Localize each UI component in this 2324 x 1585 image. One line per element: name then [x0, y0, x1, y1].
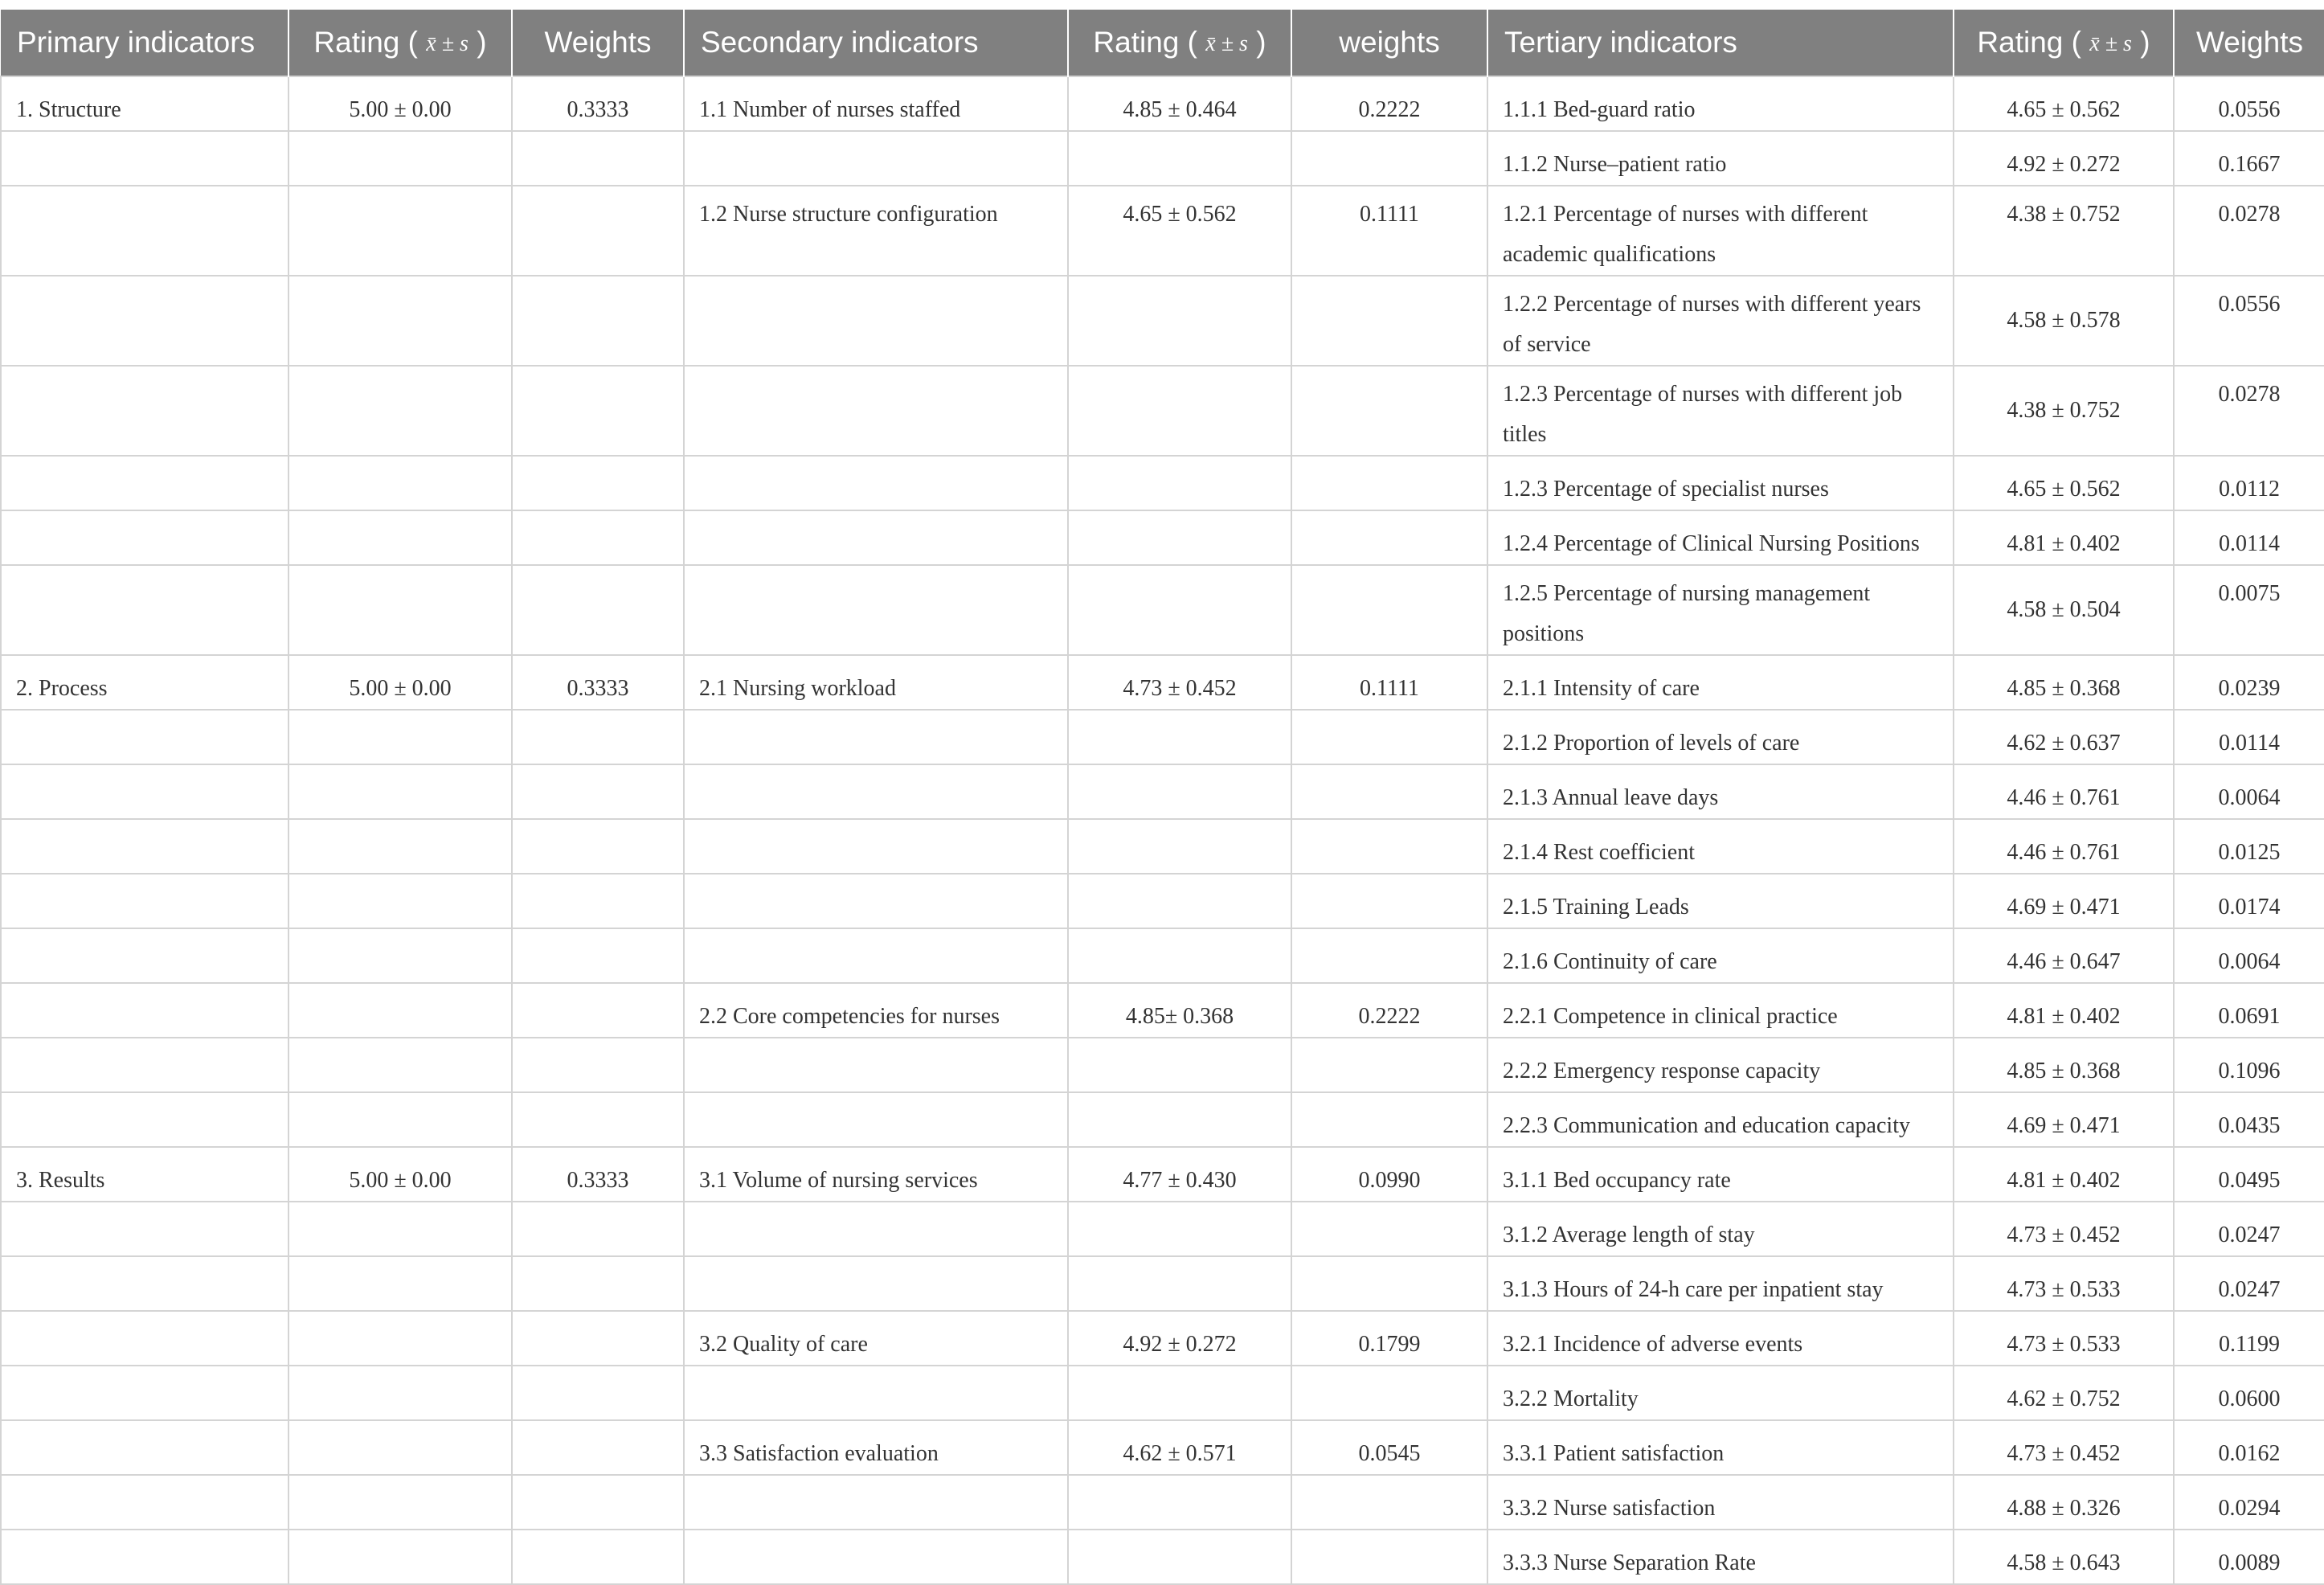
primary-rating [288, 510, 512, 565]
secondary-weight [1291, 131, 1487, 186]
secondary-rating [1068, 710, 1291, 764]
header-label: Secondary indicators [701, 26, 979, 59]
table-row [1, 565, 2324, 655]
tertiary-indicator: 2.1.6 Continuity of care [1487, 928, 1954, 983]
primary-weight [512, 1092, 684, 1147]
header-weights [1291, 10, 1487, 76]
tertiary-rating: 4.81 ± 0.402 [1954, 983, 2174, 1038]
secondary-weight [1291, 819, 1487, 874]
primary-weight [512, 819, 684, 874]
primary-indicator [1, 1092, 288, 1147]
table-row [1, 874, 2324, 928]
tertiary-indicator: 1.2.3 Percentage of specialist nurses [1487, 456, 1954, 510]
tertiary-weight: 0.0239 [2174, 655, 2324, 710]
tertiary-rating: 4.73 ± 0.533 [1954, 1311, 2174, 1366]
primary-weight [512, 131, 684, 186]
secondary-indicator [684, 710, 1068, 764]
table-row [1, 1038, 2324, 1092]
primary-rating [288, 186, 512, 276]
header-label: Rating [1977, 26, 2064, 59]
secondary-rating [1068, 764, 1291, 819]
secondary-rating [1068, 456, 1291, 510]
tertiary-indicator: 3.3.1 Patient satisfaction [1487, 1420, 1954, 1475]
tertiary-rating: 4.92 ± 0.272 [1954, 131, 2174, 186]
secondary-weight [1291, 710, 1487, 764]
tertiary-rating: 4.85 ± 0.368 [1954, 1038, 2174, 1092]
secondary-rating [1068, 131, 1291, 186]
tertiary-rating: 4.69 ± 0.471 [1954, 874, 2174, 928]
secondary-rating: 4.77 ± 0.430 [1068, 1147, 1291, 1202]
secondary-rating [1068, 1038, 1291, 1092]
secondary-weight [1291, 276, 1487, 366]
tertiary-rating: 4.58 ± 0.643 [1954, 1530, 2174, 1584]
primary-weight [512, 1311, 684, 1366]
header-label: Weights [2196, 26, 2303, 59]
tertiary-weight: 0.0600 [2174, 1366, 2324, 1420]
tertiary-weight: 0.0435 [2174, 1092, 2324, 1147]
primary-indicator: 1. Structure [1, 76, 288, 131]
header-secondary-indicators [684, 10, 1068, 76]
primary-weight [512, 1420, 684, 1475]
primary-weight: 0.3333 [512, 1147, 684, 1202]
tertiary-rating: 4.46 ± 0.761 [1954, 819, 2174, 874]
header-label: Tertiary indicators [1504, 26, 1737, 59]
primary-rating [288, 131, 512, 186]
tertiary-rating: 4.81 ± 0.402 [1954, 1147, 2174, 1202]
primary-rating [288, 1256, 512, 1311]
primary-rating [288, 764, 512, 819]
secondary-rating [1068, 819, 1291, 874]
secondary-indicator [684, 1475, 1068, 1530]
table-row [1, 655, 2324, 710]
header-label: Weights [544, 26, 652, 59]
primary-weight: 0.3333 [512, 76, 684, 131]
header-weights [512, 10, 684, 76]
tertiary-indicator: 2.1.2 Proportion of levels of care [1487, 710, 1954, 764]
primary-indicator [1, 1420, 288, 1475]
tertiary-indicator: 1.2.4 Percentage of Clinical Nursing Positions [1487, 510, 1954, 565]
secondary-weight: 0.2222 [1291, 76, 1487, 131]
secondary-weight [1291, 456, 1487, 510]
table-row [1, 710, 2324, 764]
secondary-rating [1068, 1202, 1291, 1256]
primary-indicator [1, 874, 288, 928]
secondary-indicator: 3.1 Volume of nursing services [684, 1147, 1068, 1202]
secondary-indicator [684, 874, 1068, 928]
primary-indicator [1, 1475, 288, 1530]
tertiary-rating: 4.88 ± 0.326 [1954, 1475, 2174, 1530]
secondary-indicator: 2.1 Nursing workload [684, 655, 1068, 710]
tertiary-rating: 4.58 ± 0.578 [1954, 276, 2174, 366]
secondary-indicator [684, 928, 1068, 983]
primary-weight [512, 366, 684, 456]
primary-rating [288, 456, 512, 510]
primary-indicator [1, 510, 288, 565]
primary-rating [288, 276, 512, 366]
primary-indicator: 3. Results [1, 1147, 288, 1202]
tertiary-weight: 0.0556 [2174, 76, 2324, 131]
tertiary-weight: 0.0064 [2174, 764, 2324, 819]
primary-rating [288, 710, 512, 764]
header-rating: Rating ( x̄ ± s ) [1068, 10, 1291, 76]
secondary-indicator [684, 1202, 1068, 1256]
secondary-weight [1291, 1092, 1487, 1147]
primary-weight [512, 1530, 684, 1584]
table-row [1, 186, 2324, 276]
tertiary-indicator: 3.1.3 Hours of 24-h care per inpatient stay [1487, 1256, 1954, 1311]
header-stat-notation: x̄ ± s [426, 31, 468, 56]
secondary-weight: 0.2222 [1291, 983, 1487, 1038]
secondary-weight [1291, 928, 1487, 983]
tertiary-indicator: 3.3.2 Nurse satisfaction [1487, 1475, 1954, 1530]
primary-indicator [1, 1530, 288, 1584]
table-row [1, 983, 2324, 1038]
tertiary-weight: 0.1096 [2174, 1038, 2324, 1092]
table-row [1, 1092, 2324, 1147]
tertiary-rating: 4.62 ± 0.637 [1954, 710, 2174, 764]
table-row [1, 1311, 2324, 1366]
tertiary-indicator: 1.2.5 Percentage of nursing management positions [1487, 565, 1954, 655]
tertiary-weight: 0.0691 [2174, 983, 2324, 1038]
primary-rating [288, 983, 512, 1038]
tertiary-rating: 4.81 ± 0.402 [1954, 510, 2174, 565]
secondary-indicator: 1.2 Nurse structure configuration [684, 186, 1068, 276]
indicator-weights-table [0, 10, 2324, 1585]
secondary-rating [1068, 1530, 1291, 1584]
secondary-weight: 0.1111 [1291, 186, 1487, 276]
secondary-rating [1068, 366, 1291, 456]
primary-indicator [1, 1256, 288, 1311]
primary-indicator [1, 764, 288, 819]
primary-weight [512, 1366, 684, 1420]
primary-indicator [1, 1202, 288, 1256]
primary-rating [288, 1475, 512, 1530]
secondary-rating: 4.62 ± 0.571 [1068, 1420, 1291, 1475]
table-row [1, 819, 2324, 874]
table-row [1, 1256, 2324, 1311]
primary-rating [288, 928, 512, 983]
secondary-indicator [684, 366, 1068, 456]
primary-weight [512, 983, 684, 1038]
tertiary-rating: 4.65 ± 0.562 [1954, 76, 2174, 131]
secondary-rating: 4.65 ± 0.562 [1068, 186, 1291, 276]
tertiary-indicator: 2.2.3 Communication and education capacity [1487, 1092, 1954, 1147]
primary-rating: 5.00 ± 0.00 [288, 76, 512, 131]
secondary-indicator [684, 456, 1068, 510]
secondary-rating [1068, 1092, 1291, 1147]
secondary-indicator [684, 1038, 1068, 1092]
secondary-rating [1068, 276, 1291, 366]
secondary-rating: 4.92 ± 0.272 [1068, 1311, 1291, 1366]
header-label: Rating [1093, 26, 1180, 59]
secondary-indicator [684, 1366, 1068, 1420]
secondary-weight: 0.0990 [1291, 1147, 1487, 1202]
secondary-rating [1068, 510, 1291, 565]
header-tertiary-indicators [1487, 10, 1954, 76]
tertiary-weight: 0.0114 [2174, 710, 2324, 764]
tertiary-rating: 4.38 ± 0.752 [1954, 186, 2174, 276]
secondary-weight [1291, 874, 1487, 928]
primary-weight [512, 710, 684, 764]
primary-weight [512, 510, 684, 565]
secondary-rating [1068, 928, 1291, 983]
primary-rating [288, 366, 512, 456]
tertiary-weight: 0.0247 [2174, 1256, 2324, 1311]
primary-indicator [1, 276, 288, 366]
secondary-indicator [684, 276, 1068, 366]
tertiary-weight: 0.0162 [2174, 1420, 2324, 1475]
tertiary-indicator: 3.3.3 Nurse Separation Rate [1487, 1530, 1954, 1584]
secondary-weight [1291, 1530, 1487, 1584]
tertiary-indicator: 1.1.1 Bed-guard ratio [1487, 76, 1954, 131]
header-rating: Rating ( x̄ ± s ) [288, 10, 512, 76]
primary-rating [288, 1202, 512, 1256]
secondary-rating [1068, 1475, 1291, 1530]
secondary-indicator [684, 510, 1068, 565]
tertiary-indicator: 2.2.2 Emergency response capacity [1487, 1038, 1954, 1092]
primary-rating [288, 1311, 512, 1366]
tertiary-weight: 0.0556 [2174, 276, 2324, 366]
secondary-rating [1068, 1366, 1291, 1420]
tertiary-indicator: 1.2.2 Percentage of nurses with different years of service [1487, 276, 1954, 366]
table-row [1, 76, 2324, 131]
secondary-indicator [684, 764, 1068, 819]
primary-indicator [1, 565, 288, 655]
tertiary-indicator: 2.2.1 Competence in clinical practice [1487, 983, 1954, 1038]
table-header [1, 10, 2324, 76]
tertiary-indicator: 3.2.1 Incidence of adverse events [1487, 1311, 1954, 1366]
secondary-rating: 4.73 ± 0.452 [1068, 655, 1291, 710]
primary-rating [288, 1366, 512, 1420]
secondary-weight [1291, 1038, 1487, 1092]
primary-indicator [1, 366, 288, 456]
secondary-weight [1291, 366, 1487, 456]
tertiary-weight: 0.0114 [2174, 510, 2324, 565]
primary-rating: 5.00 ± 0.00 [288, 655, 512, 710]
table-row [1, 1475, 2324, 1530]
primary-rating [288, 1092, 512, 1147]
tertiary-indicator: 2.1.4 Rest coefficient [1487, 819, 1954, 874]
table-row [1, 1202, 2324, 1256]
primary-weight [512, 186, 684, 276]
tertiary-indicator: 3.1.1 Bed occupancy rate [1487, 1147, 1954, 1202]
tertiary-weight: 0.0495 [2174, 1147, 2324, 1202]
table-row [1, 928, 2324, 983]
primary-weight [512, 1202, 684, 1256]
secondary-indicator [684, 1530, 1068, 1584]
secondary-indicator: 2.2 Core competencies for nurses [684, 983, 1068, 1038]
primary-weight [512, 1256, 684, 1311]
tertiary-rating: 4.73 ± 0.452 [1954, 1202, 2174, 1256]
primary-rating [288, 1530, 512, 1584]
secondary-weight [1291, 1475, 1487, 1530]
primary-indicator [1, 1038, 288, 1092]
secondary-indicator [684, 1092, 1068, 1147]
table-row [1, 764, 2324, 819]
primary-indicator [1, 983, 288, 1038]
tertiary-rating: 4.46 ± 0.761 [1954, 764, 2174, 819]
secondary-indicator [684, 131, 1068, 186]
header-label: Rating [313, 26, 400, 59]
secondary-indicator: 3.2 Quality of care [684, 1311, 1068, 1366]
primary-indicator: 2. Process [1, 655, 288, 710]
tertiary-weight: 0.0112 [2174, 456, 2324, 510]
primary-weight [512, 276, 684, 366]
tertiary-weight: 0.0174 [2174, 874, 2324, 928]
tertiary-weight: 0.0075 [2174, 565, 2324, 655]
secondary-indicator [684, 565, 1068, 655]
tertiary-rating: 4.73 ± 0.452 [1954, 1420, 2174, 1475]
secondary-weight: 0.1111 [1291, 655, 1487, 710]
secondary-weight [1291, 1202, 1487, 1256]
table-row [1, 1147, 2324, 1202]
tertiary-rating: 4.46 ± 0.647 [1954, 928, 2174, 983]
secondary-rating: 4.85± 0.368 [1068, 983, 1291, 1038]
secondary-indicator: 1.1 Number of nurses staffed [684, 76, 1068, 131]
tertiary-indicator: 2.1.5 Training Leads [1487, 874, 1954, 928]
primary-rating [288, 1038, 512, 1092]
primary-rating [288, 874, 512, 928]
secondary-indicator: 3.3 Satisfaction evaluation [684, 1420, 1068, 1475]
secondary-weight [1291, 764, 1487, 819]
tertiary-indicator: 1.1.2 Nurse–patient ratio [1487, 131, 1954, 186]
secondary-indicator [684, 819, 1068, 874]
tertiary-rating: 4.69 ± 0.471 [1954, 1092, 2174, 1147]
primary-weight [512, 928, 684, 983]
table-row [1, 131, 2324, 186]
header-rating: Rating ( x̄ ± s ) [1954, 10, 2174, 76]
table-row [1, 1366, 2324, 1420]
primary-indicator [1, 186, 288, 276]
tertiary-rating: 4.85 ± 0.368 [1954, 655, 2174, 710]
primary-weight [512, 874, 684, 928]
primary-weight [512, 456, 684, 510]
header-row [1, 10, 2324, 76]
primary-rating [288, 1420, 512, 1475]
primary-indicator [1, 710, 288, 764]
secondary-weight [1291, 1256, 1487, 1311]
primary-weight [512, 1475, 684, 1530]
table-row [1, 456, 2324, 510]
tertiary-weight: 0.0089 [2174, 1530, 2324, 1584]
tertiary-rating: 4.65 ± 0.562 [1954, 456, 2174, 510]
primary-weight [512, 1038, 684, 1092]
tertiary-indicator: 2.1.1 Intensity of care [1487, 655, 1954, 710]
secondary-rating [1068, 874, 1291, 928]
primary-rating [288, 819, 512, 874]
secondary-weight [1291, 565, 1487, 655]
primary-indicator [1, 819, 288, 874]
tertiary-rating: 4.58 ± 0.504 [1954, 565, 2174, 655]
secondary-weight: 0.1799 [1291, 1311, 1487, 1366]
primary-weight [512, 764, 684, 819]
primary-rating: 5.00 ± 0.00 [288, 1147, 512, 1202]
tertiary-rating: 4.73 ± 0.533 [1954, 1256, 2174, 1311]
primary-indicator [1, 1366, 288, 1420]
tertiary-weight: 0.0294 [2174, 1475, 2324, 1530]
header-weights [2174, 10, 2324, 76]
table-row [1, 276, 2324, 366]
primary-rating [288, 565, 512, 655]
primary-indicator [1, 1311, 288, 1366]
primary-indicator [1, 928, 288, 983]
tertiary-rating: 4.38 ± 0.752 [1954, 366, 2174, 456]
tertiary-indicator: 1.2.3 Percentage of nurses with different job titles [1487, 366, 1954, 456]
tertiary-weight: 0.0278 [2174, 186, 2324, 276]
secondary-indicator [684, 1256, 1068, 1311]
secondary-weight: 0.0545 [1291, 1420, 1487, 1475]
header-primary-indicators [1, 10, 288, 76]
tertiary-weight: 0.1199 [2174, 1311, 2324, 1366]
primary-weight: 0.3333 [512, 655, 684, 710]
table-row [1, 1530, 2324, 1584]
secondary-rating [1068, 565, 1291, 655]
secondary-weight [1291, 1366, 1487, 1420]
header-label: Primary indicators [17, 26, 256, 59]
secondary-rating: 4.85 ± 0.464 [1068, 76, 1291, 131]
tertiary-indicator: 1.2.1 Percentage of nurses with different academic qualifications [1487, 186, 1954, 276]
table-row [1, 1420, 2324, 1475]
primary-indicator [1, 131, 288, 186]
tertiary-weight: 0.0278 [2174, 366, 2324, 456]
table-row [1, 366, 2324, 456]
tertiary-weight: 0.1667 [2174, 131, 2324, 186]
tertiary-weight: 0.0125 [2174, 819, 2324, 874]
header-stat-notation: x̄ ± s [2089, 31, 2132, 56]
tertiary-rating: 4.62 ± 0.752 [1954, 1366, 2174, 1420]
table-row [1, 510, 2324, 565]
tertiary-indicator: 2.1.3 Annual leave days [1487, 764, 1954, 819]
secondary-rating [1068, 1256, 1291, 1311]
table-body [1, 76, 2324, 1584]
tertiary-weight: 0.0064 [2174, 928, 2324, 983]
primary-indicator [1, 456, 288, 510]
tertiary-weight: 0.0247 [2174, 1202, 2324, 1256]
header-label: weights [1339, 26, 1440, 59]
tertiary-indicator: 3.2.2 Mortality [1487, 1366, 1954, 1420]
primary-weight [512, 565, 684, 655]
secondary-weight [1291, 510, 1487, 565]
tertiary-indicator: 3.1.2 Average length of stay [1487, 1202, 1954, 1256]
header-stat-notation: x̄ ± s [1205, 31, 1248, 56]
